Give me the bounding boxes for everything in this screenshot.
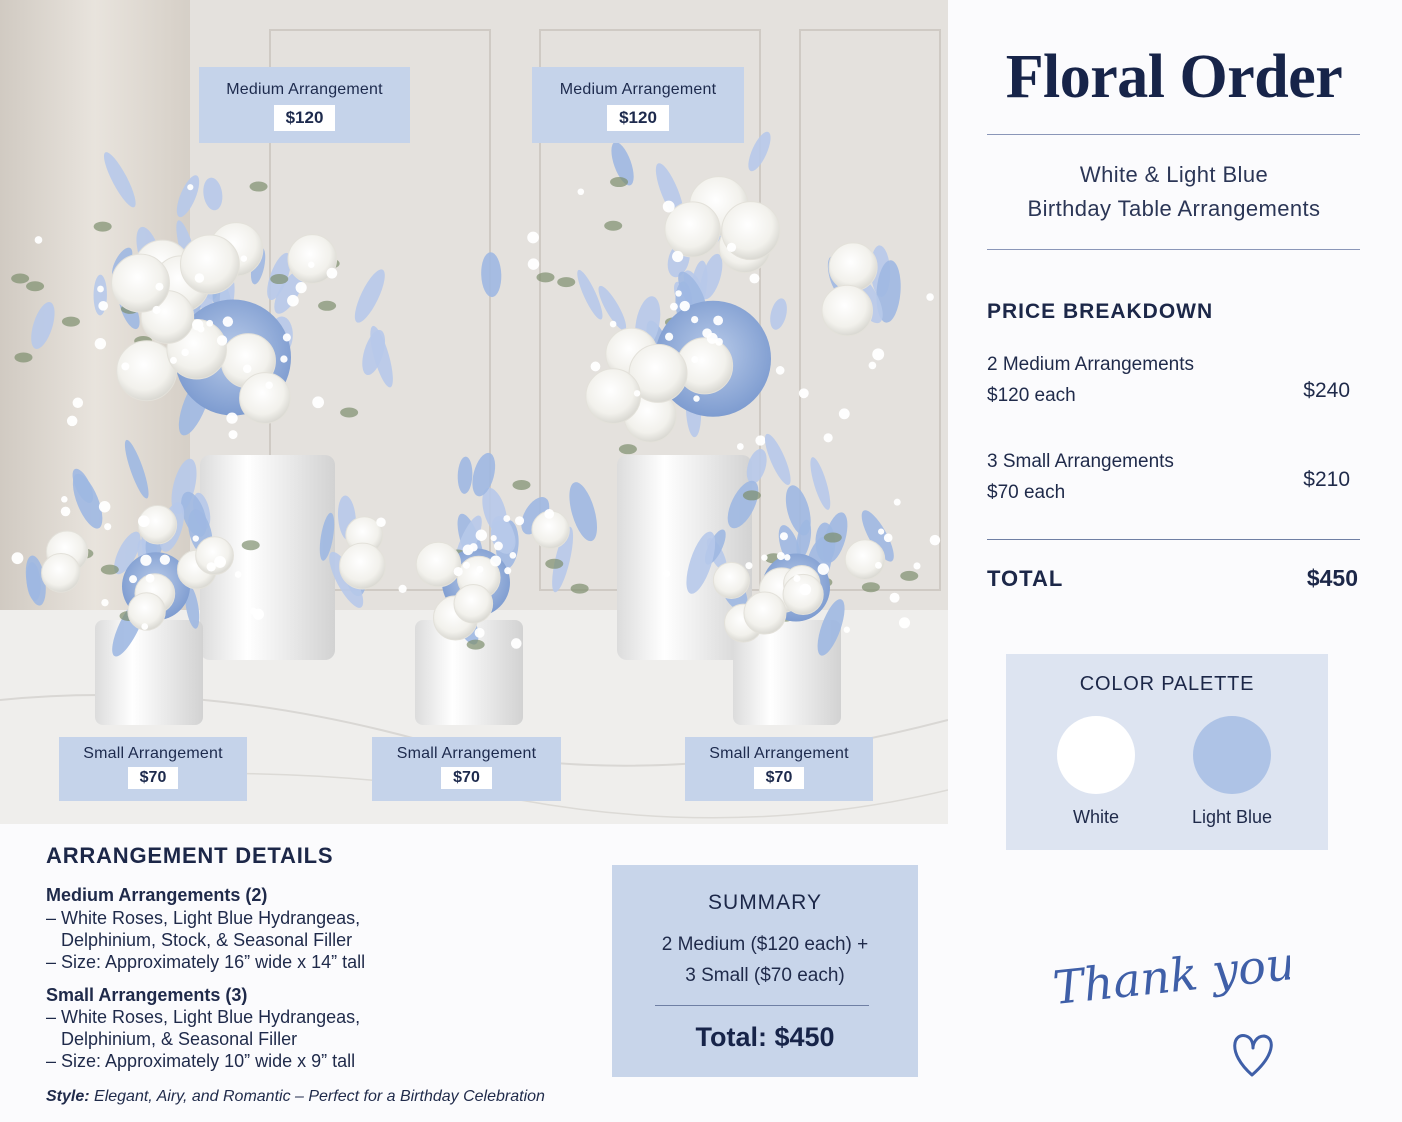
total-amount: $450 <box>1306 565 1358 591</box>
price-tag-small-3 <box>685 737 873 801</box>
filler-flower <box>265 382 273 390</box>
filler-flower <box>930 535 940 545</box>
filler-flower <box>839 408 850 419</box>
filler-flower <box>491 535 497 541</box>
white-rose <box>744 592 786 634</box>
filler-flower <box>308 261 315 268</box>
filler-flower <box>884 533 893 542</box>
price-item-medium <box>987 349 1194 411</box>
filler-flower <box>755 435 765 445</box>
filler-flower <box>153 306 161 314</box>
medium-details-title: Medium Arrangements (2) <box>46 885 268 905</box>
filler-flower <box>591 362 601 372</box>
leaf <box>619 444 637 454</box>
price-item-amount: $210 <box>1303 468 1350 491</box>
filler-flower <box>509 552 516 559</box>
tag-price: $120 <box>274 105 336 131</box>
swatch-label: White <box>1072 807 1119 827</box>
thank-you-script <box>1050 930 1290 1080</box>
filler-flower <box>799 388 809 398</box>
leaf <box>604 221 622 231</box>
color-palette-heading: COLOR PALETTE <box>1079 673 1255 695</box>
heart-icon <box>1235 1035 1272 1075</box>
filler-flower <box>235 571 242 578</box>
summary-heading: SUMMARY <box>708 891 822 914</box>
filler-flower <box>490 555 501 566</box>
leaf <box>557 277 575 287</box>
leaf <box>824 533 842 543</box>
filler-flower <box>463 562 470 569</box>
filler-flower <box>578 188 585 195</box>
divider <box>987 249 1360 250</box>
color-palette <box>1006 654 1328 850</box>
filler-flower <box>672 251 683 262</box>
price-item-title: 3 Small Arrangements <box>987 451 1174 472</box>
filler-flower <box>634 390 640 396</box>
filler-flower <box>226 412 237 423</box>
filler-flower <box>475 628 485 638</box>
white-rose <box>42 553 81 592</box>
summary-line: 2 Medium ($120 each) + <box>661 934 869 955</box>
filler-flower <box>61 496 68 503</box>
subtitle-line: White & Light Blue <box>1079 162 1269 187</box>
tag-price: $70 <box>128 767 179 789</box>
price-item-small <box>987 446 1174 508</box>
tag-price: $120 <box>607 105 669 131</box>
filler-flower <box>663 570 670 577</box>
leaf <box>101 565 119 575</box>
white-rose <box>586 369 641 424</box>
filler-flower <box>140 555 151 566</box>
filler-flower <box>872 348 884 360</box>
filler-flower <box>745 562 752 569</box>
filler-flower <box>192 319 203 330</box>
price-tag-medium-1 <box>199 67 410 143</box>
leaf <box>545 559 563 569</box>
filler-flower <box>784 554 790 560</box>
filler-flower <box>793 575 800 582</box>
tag-price: $70 <box>441 767 492 789</box>
filler-flower <box>312 396 324 408</box>
filler-flower <box>528 258 539 269</box>
filler-flower <box>878 529 884 535</box>
filler-flower <box>283 333 291 341</box>
filler-flower <box>129 575 137 583</box>
filler-flower <box>749 273 759 283</box>
total-label: TOTAL <box>987 566 1064 591</box>
leaf <box>571 584 589 594</box>
filler-flower <box>121 362 129 370</box>
filler-flower <box>141 623 148 630</box>
filler-flower <box>610 321 617 328</box>
white-rose <box>845 540 885 580</box>
filler-flower <box>476 530 487 541</box>
filler-flower <box>515 516 524 525</box>
filler-flower <box>844 627 850 633</box>
divider <box>987 539 1360 540</box>
tag-price: $70 <box>754 767 805 789</box>
filler-flower <box>713 316 723 326</box>
filler-flower <box>73 398 83 408</box>
white-rose <box>829 243 877 291</box>
thank-you-note <box>1050 930 1290 1080</box>
filler-flower <box>193 535 199 541</box>
filler-flower <box>95 338 106 349</box>
small-details-line: Delphinium, & Seasonal Filler <box>61 1029 298 1049</box>
filler-flower <box>229 430 238 439</box>
page-title: Floral Order <box>1005 43 1343 111</box>
tag-label: Medium Arrangement <box>226 81 383 98</box>
white-rose <box>240 373 291 424</box>
medium-details-line: – White Roses, Light Blue Hydrangeas, <box>46 908 361 928</box>
filler-flower <box>818 563 829 574</box>
medium-size-line: – Size: Approximately 16” wide x 14” tall <box>46 952 366 972</box>
filler-flower <box>494 542 503 551</box>
filler-flower <box>503 515 510 522</box>
filler-flower <box>777 552 785 560</box>
filler-flower <box>899 617 910 628</box>
thank-you-text: Thank you! <box>1050 933 1290 1016</box>
filler-flower <box>913 562 920 569</box>
filler-flower <box>894 499 901 506</box>
filler-flower <box>376 517 386 527</box>
medium-details-line: Delphinium, Stock, & Seasonal Filler <box>61 930 353 950</box>
filler-flower <box>104 523 111 530</box>
tag-label: Small Arrangement <box>709 745 849 762</box>
style-note <box>46 1088 545 1106</box>
price-tag-small-1 <box>59 737 247 801</box>
filler-flower <box>187 184 193 190</box>
summary-total: Total: $450 <box>695 1022 835 1052</box>
summary-line: 3 Small ($70 each) <box>685 965 845 986</box>
filler-flower <box>707 333 718 344</box>
filler-flower <box>663 201 675 213</box>
tag-label: Small Arrangement <box>83 745 223 762</box>
white-rose <box>822 285 873 336</box>
filler-flower <box>296 282 307 293</box>
filler-flower <box>287 295 299 307</box>
subtitle-line: Birthday Table Arrangements <box>1027 196 1321 221</box>
leaf <box>900 571 918 581</box>
style-label: Style: <box>46 1088 90 1105</box>
filler-flower <box>680 301 690 311</box>
leaf <box>467 640 485 650</box>
filler-flower <box>761 554 767 560</box>
filler-flower <box>155 283 163 291</box>
filler-flower <box>280 355 287 362</box>
filler-flower <box>824 433 833 442</box>
filler-flower <box>737 443 744 450</box>
filler-flower <box>476 566 483 573</box>
filler-flower <box>253 609 264 620</box>
leaf <box>250 182 268 192</box>
filler-flower <box>327 268 338 279</box>
filler-flower <box>207 562 216 571</box>
filler-flower <box>170 357 177 364</box>
tag-label: Medium Arrangement <box>559 81 717 98</box>
small-details-title: Small Arrangements (3) <box>46 985 248 1005</box>
style-text: Elegant, Airy, and Romantic – Perfect for a Birthday Celebration <box>94 1088 545 1105</box>
leaf <box>512 480 530 490</box>
white-rose <box>454 584 493 623</box>
leaf <box>14 352 32 362</box>
filler-flower <box>926 293 934 301</box>
filler-flower <box>670 303 678 311</box>
leaf <box>26 281 44 291</box>
filler-flower <box>243 365 252 374</box>
leaf <box>242 540 260 550</box>
filler-flower <box>675 290 681 296</box>
filler-flower <box>727 243 736 252</box>
leaf <box>318 301 336 311</box>
swatch-label: Light Blue <box>1191 807 1273 827</box>
leaf <box>340 407 358 417</box>
filler-flower <box>67 416 78 427</box>
filler-flower <box>511 638 522 649</box>
price-item-unit: $70 each <box>987 482 1066 503</box>
white-rose <box>180 235 239 294</box>
filler-flower <box>776 366 785 375</box>
filler-flower <box>890 593 900 603</box>
filler-flower <box>527 232 539 244</box>
leaf <box>62 317 80 327</box>
filler-flower <box>146 574 155 583</box>
filler-flower <box>181 349 188 356</box>
leaf <box>536 272 554 282</box>
white-rose <box>340 543 386 589</box>
filler-flower <box>12 552 24 564</box>
filler-flower <box>35 236 43 244</box>
price-item-title: 2 Medium Arrangements <box>987 354 1194 375</box>
filler-flower <box>691 316 698 323</box>
arrangements-photo <box>0 0 948 824</box>
details-heading: ARRANGEMENT DETAILS <box>46 843 334 868</box>
filler-flower <box>875 562 882 569</box>
page-subtitle <box>988 158 1360 226</box>
filler-flower <box>98 301 108 311</box>
filler-flower <box>780 532 788 540</box>
filler-flower <box>869 362 877 370</box>
leaf <box>94 222 112 232</box>
filler-flower <box>138 515 150 527</box>
price-item-unit: $120 each <box>987 385 1076 406</box>
filler-flower <box>454 567 463 576</box>
filler-flower <box>241 255 248 262</box>
leaf <box>11 274 29 284</box>
leaf <box>270 274 288 284</box>
filler-flower <box>469 543 477 551</box>
tag-label: Small Arrangement <box>396 745 537 762</box>
small-size-line: – Size: Approximately 10” wide x 9” tall <box>46 1051 356 1071</box>
filler-flower <box>691 356 698 363</box>
price-tag-medium-2 <box>532 67 744 143</box>
filler-flower <box>504 567 511 574</box>
filler-flower <box>799 584 811 596</box>
divider <box>655 1005 869 1006</box>
price-tag-small-2 <box>372 737 561 801</box>
light-blue-swatch <box>1193 716 1271 794</box>
white-rose <box>416 542 461 587</box>
filler-flower <box>97 286 104 293</box>
small-details-line: – White Roses, Light Blue Hydrangeas, <box>46 1007 361 1027</box>
filler-flower <box>61 507 71 517</box>
white-rose <box>713 562 749 598</box>
leaf <box>610 177 628 187</box>
filler-flower <box>101 599 108 606</box>
leaf <box>862 582 880 592</box>
filler-flower <box>665 333 673 341</box>
filler-flower <box>223 316 233 326</box>
price-breakdown-heading: PRICE BREAKDOWN <box>987 300 1214 323</box>
divider <box>987 134 1360 135</box>
white-swatch <box>1057 716 1135 794</box>
filler-flower <box>693 395 699 401</box>
flower-arrangements-illustration <box>0 0 948 824</box>
filler-flower <box>214 556 226 568</box>
price-item-amount: $240 <box>1303 379 1350 402</box>
filler-flower <box>399 585 407 593</box>
filler-flower <box>544 509 554 519</box>
filler-flower <box>99 501 110 512</box>
filler-flower <box>195 273 205 283</box>
leaf <box>743 490 761 500</box>
summary-box <box>612 865 918 1077</box>
filler-flower <box>160 555 170 565</box>
filler-flower <box>217 335 227 345</box>
filler-flower <box>206 320 213 327</box>
